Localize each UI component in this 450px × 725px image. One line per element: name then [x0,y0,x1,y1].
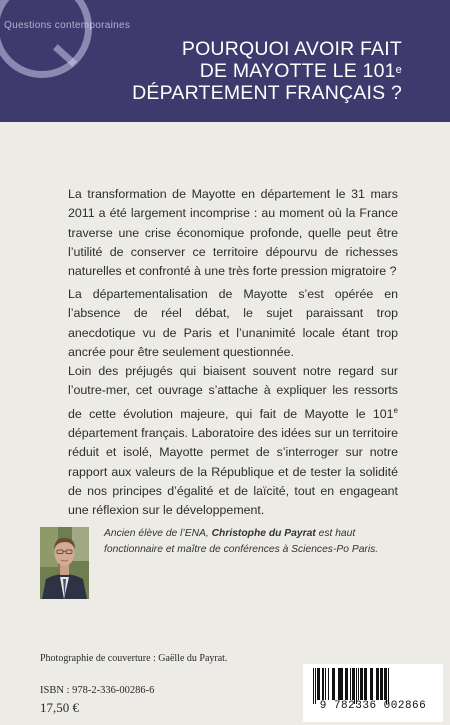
barcode-bar [319,668,320,700]
photo-credit: Photographie de couverture : Gaëlle du Payrat. [40,653,228,664]
blurb-paragraph-3-b: département français. Laboratoire des idées sur un territoire réduit et isolé, Mayotte permet de s’interroger sur notre rapport aux valeurs de la République et de tester la solidité de nos principes d’égalité et de laïcité, tout en engageant une réflexion sur le développement. [68,426,398,518]
title-line-3: DÉPARTEMENT FRANÇAIS ? [132,82,402,104]
barcode-bar [352,668,354,700]
header-band [0,0,450,122]
barcode-bar [366,668,367,700]
barcode-bar [317,668,319,700]
barcode-bar [322,668,324,700]
barcode-bar [384,668,386,700]
blurb-paragraph-2: La départementalisation de Mayotte s’est opérée en l’absence de réel débat, le sujet paraissant trop anecdotique vu de Paris et l’unanimité locale étant trop ancrée pour être seulement questionnée. [68,287,398,359]
series-name: Questions contemporaines [4,20,131,31]
barcode-bar [313,668,314,704]
author-name: Christophe du Payrat [211,528,316,539]
bio-intro: Ancien élève de l’ENA, [104,528,212,539]
blurb-paragraph-3 [68,362,398,521]
title-line-1: POURQUOI AVOIR FAIT [181,38,402,60]
barcode-bar [382,668,383,700]
book-title [132,38,402,104]
author-photo [40,527,89,599]
barcode-bar [378,668,379,700]
barcode-bar [356,668,357,704]
barcode [303,664,443,722]
title-line-2-sup: e [395,64,402,76]
barcode-bars [303,668,443,704]
author-bio [104,526,414,558]
barcode-bar [388,668,389,704]
bio-rest: est haut fonctionnaire et maître de conférences à Sciences-Po Paris. [104,528,379,555]
barcode-bar [338,668,340,700]
barcode-bar [325,668,326,700]
title-line-2 [132,60,402,82]
barcode-bar [370,668,372,700]
barcode-bar [350,668,351,700]
author-photo-graphic [40,527,89,599]
barcode-bar [372,668,373,700]
barcode-bar [328,668,329,700]
barcode-bar [315,668,316,704]
barcode-bar [364,668,366,700]
blurb-paragraph-1: La transformation de Mayotte en département le 31 mars 2011 a été largement incomprise : au moment où la France traverse une crise économique profonde, quelle peut être l’utilité de conserver ce territoire dépourvu de richesses naturelles et confronté à une très forte pression migratoire ? [68,187,398,279]
barcode-digits: 9 782336 002866 [319,700,427,712]
series-logo-q-icon [0,0,92,78]
isbn: ISBN : 978-2-336-00286-6 [40,685,155,696]
blurb-paragraph-3-a: Loin des préjugés qui biaisent souvent notre regard sur l’outre-mer, cet ouvrage s’attache à expliquer les ressorts de cette évolution majeure, qui fait de Mayotte le 101 [68,364,398,421]
blurb-paragraph-3-sup: e [393,405,398,415]
price: 17,50 € [40,700,79,715]
barcode-bar [358,668,359,700]
barcode-bar [360,668,362,700]
barcode-bar [362,668,363,700]
barcode-bar [340,668,342,700]
barcode-bar [386,668,387,704]
barcode-bar [354,668,355,704]
title-line-2-text: DE MAYOTTE LE 101 [199,60,396,82]
barcode-bar [347,668,348,700]
barcode-bar [334,668,335,700]
barcode-bar [345,668,347,700]
barcode-bar [376,668,378,700]
barcode-bar [332,668,334,700]
barcode-bar [380,668,382,700]
barcode-bar [342,668,343,700]
